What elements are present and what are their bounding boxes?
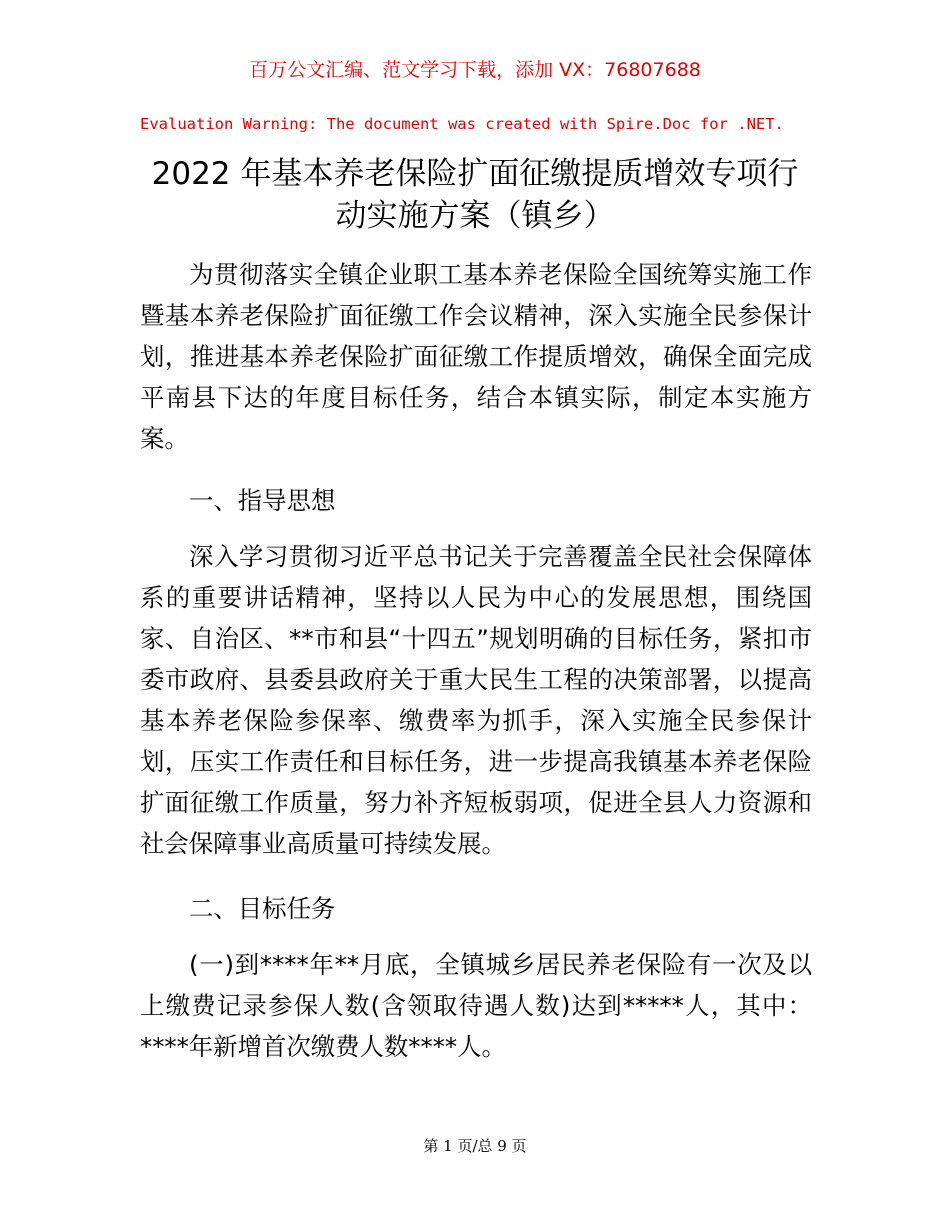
evaluation-warning: Evaluation Warning: The document was created with Spire.Doc for .NET.	[140, 115, 784, 133]
document-title-line-1: 2022 年基本养老保险扩面征缴提质增效专项行	[151, 156, 799, 192]
paragraph-intro: 为贯彻落实全镇企业职工基本养老保险全国统筹实施工作暨基本养老保险扩面征缴工作会议精神，深入实施全民参保计划，推进基本养老保险扩面征缴工作提质增效，确保全面完成平南县下达的年度目标任务，结合本镇实际，制定本实施方案。	[140, 260, 812, 453]
section-heading-guiding-ideology: 一、指导思想	[189, 486, 336, 515]
paragraph-guiding-ideology: 深入学习贯彻习近平总书记关于完善覆盖全民社会保障体系的重要讲话精神，坚持以人民为中心的发展思想，围绕国家、自治区、**市和县“十四五”规划明确的目标任务，紧扣市委市政府、县委县政府关于重大民生工程的决策部署，以提高基本养老保险参保率、缴费率为抓手，深入实施全民参保计划，压实工作责任和目标任务，进一步提高我镇基本养老保险扩面征缴工作质量，努力补齐短板弱项，促进全县人力资源和社会保障事业高质量可持续发展。	[140, 542, 812, 858]
section-heading-targets: 二、目标任务	[189, 894, 336, 923]
header-banner: 百万公文汇编、范文学习下载，添加 VX：76807688	[249, 59, 701, 81]
document-title	[120, 153, 830, 237]
page-number-footer: 第 1 页/总 9 页	[423, 1137, 527, 1155]
document-title-line-2: 动实施方案（镇乡）	[335, 198, 615, 234]
paragraph-target-1: (一)到****年**月底，全镇城乡居民养老保险有一次及以上缴费记录参保人数(含领取待遇人数)达到*****人，其中：****年新增首次缴费人数****人。	[140, 950, 812, 1061]
